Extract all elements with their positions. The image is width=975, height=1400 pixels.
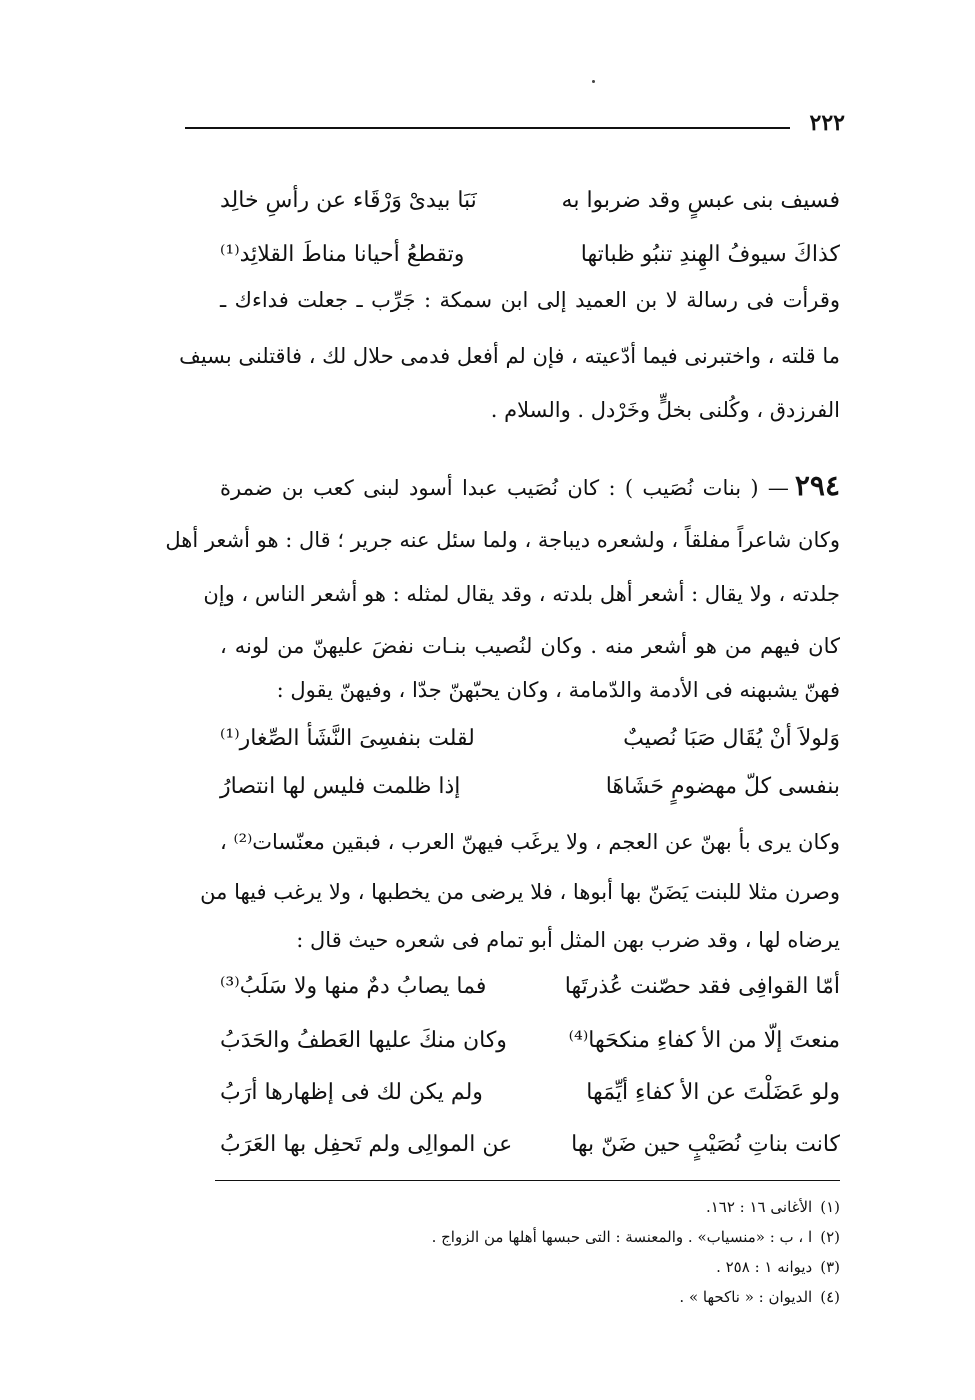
verse-right-hemistich: كذاكَ سيوفُ الهِندِ تنبُو ظباتها xyxy=(580,241,840,267)
footnote xyxy=(220,1198,840,1216)
verse-left-hemistich: وتقطعُ أحيانا مناطَ القلائِد⁽¹⁾ xyxy=(220,241,465,267)
footnote-text: ا ، ب : «منسياب» . والمعنسة : التى حبسها أهلها من الزواج . xyxy=(431,1228,813,1246)
header-rule xyxy=(185,127,790,129)
footnote xyxy=(220,1228,840,1246)
verse-line xyxy=(220,1124,840,1164)
footnote-text: ديوانه ١ : ٢٥٨ . xyxy=(716,1258,813,1276)
verse-line xyxy=(220,234,840,274)
footnote-marker: (٢) xyxy=(820,1228,840,1246)
prose-line: الفرزدق ، وكُلنى بخلٍّ وخَرْدل . والسلام . xyxy=(490,398,840,422)
verse-right-hemistich: فسيف بنى عبسٍ وقد ضربوا به xyxy=(561,187,840,213)
verse-line xyxy=(220,966,840,1006)
section-heading-line xyxy=(220,464,840,508)
verse-line xyxy=(220,766,840,806)
verse-left-hemistich: نَبَا بيدىْ وَرْقَاء عن رأسِ خالِد xyxy=(220,187,477,213)
prose-line: وكان شاعراً مفلقاً ، ولشعره ديباجة ، ولما سئل عنه جرير ؛ قال : هو أشعر أهل xyxy=(165,528,840,552)
verse-left-hemistich: ولم يكن لك فى إظهارها أرَبُ xyxy=(220,1079,483,1105)
prose-line: فهنّ يشبهنه فى الأدمة والدّمامة ، وكان يحبّهنّ جدّا ، وفيهنّ يقول : xyxy=(276,678,840,702)
prose-line: ما قلته ، واختبرنى فيما أدّعيته ، فإن لم أفعل فدمى حلال لك ، فاقتلنى بسيف xyxy=(179,344,840,368)
prose-line: جلدته ، ولا يقال : أشعر أهل بلدته ، وقد يقال لمثله : هو أشعر الناس ، وإن xyxy=(203,582,840,606)
verse-line xyxy=(220,180,840,220)
prose-line: وصرن مثلا للبنت يَضَنّ بها أبوها ، فلا يرضى من يخطبها ، ولا يرغب فيها من xyxy=(200,880,840,904)
section-number: ٢٩٤ xyxy=(794,469,840,502)
verse-left-hemistich: إذا ظلمت فليس لها انتصارُ xyxy=(220,773,461,799)
footnote-marker: (٣) xyxy=(820,1258,840,1276)
speck xyxy=(592,80,595,83)
footnote-marker: (٤) xyxy=(820,1288,840,1306)
prose-line: وقرأت فى رسالة لا بن العميد إلى ابن سمكة : جَرِّب ـ جعلت فداءك ـ xyxy=(220,288,840,312)
page-number: ٢٢٢ xyxy=(809,110,845,136)
section-heading-text: — ( بنات نُصَيب ) : كان نُصَيب عبدا أسود لبنى كعب بن ضمرة xyxy=(220,476,789,500)
verse-right-hemistich: أمّا القوافِى فقد حصّنت عُذرتَها xyxy=(564,973,840,999)
verse-left-hemistich: عن الموالِى ولم تَحفِل بها العَرَبُ xyxy=(220,1131,513,1157)
prose-line: يرضاه لها ، وقد ضرب بهن المثل أبو تمام فى شعره حيث قال : xyxy=(296,928,840,952)
footnote xyxy=(220,1288,840,1306)
footnote-marker: (١) xyxy=(820,1198,840,1216)
verse-line xyxy=(220,1072,840,1112)
prose-line: كان فيهم من هو أشعر منه . وكان لنُصيب بنـات نفضَ عليهنّ من لونه ، xyxy=(220,634,840,658)
verse-right-hemistich: كانت بناتِ نُصَيْبٍ حين ضَنّ بها xyxy=(571,1131,840,1157)
verse-left-hemistich: وكان منكَ عليها العَطفُ والحَدَبُ xyxy=(220,1027,507,1053)
footnote-text: الأغانى ١٦ : ١٦٢. xyxy=(705,1198,813,1216)
verse-right-hemistich: وَلولاَ أنْ يُقَال صَبَا نُصيبٌ xyxy=(623,725,840,751)
verse-right-hemistich: منعتَ إلّا من الأ كفاءِ منكحَها⁽⁴⁾ xyxy=(568,1027,840,1053)
verse-right-hemistich: بنفسى كلّ مهضومٍ حَشَاهَا xyxy=(605,773,840,799)
verse-line xyxy=(220,1020,840,1060)
footnote-text: الديوان : « ناكحها » . xyxy=(679,1288,813,1306)
footnote-rule xyxy=(215,1180,840,1181)
verse-line xyxy=(220,718,840,758)
verse-right-hemistich: ولو عَضَلْتَ عن الأ كفاءِ أيِّمَها xyxy=(586,1079,840,1105)
verse-left-hemistich: فما يصابُ دمٌ منها ولا سَلَبُ⁽³⁾ xyxy=(220,973,487,999)
verse-left-hemistich: لقلت بنفسِىَ النَّشَأ الصِّغار⁽¹⁾ xyxy=(220,725,475,751)
prose-line: وكان يرى بأ بهنّ عن العجم ، ولا يرغَب فيهنّ العرب ، فبقين معنّسات⁽²⁾ ، xyxy=(220,830,840,854)
footnote xyxy=(220,1258,840,1276)
